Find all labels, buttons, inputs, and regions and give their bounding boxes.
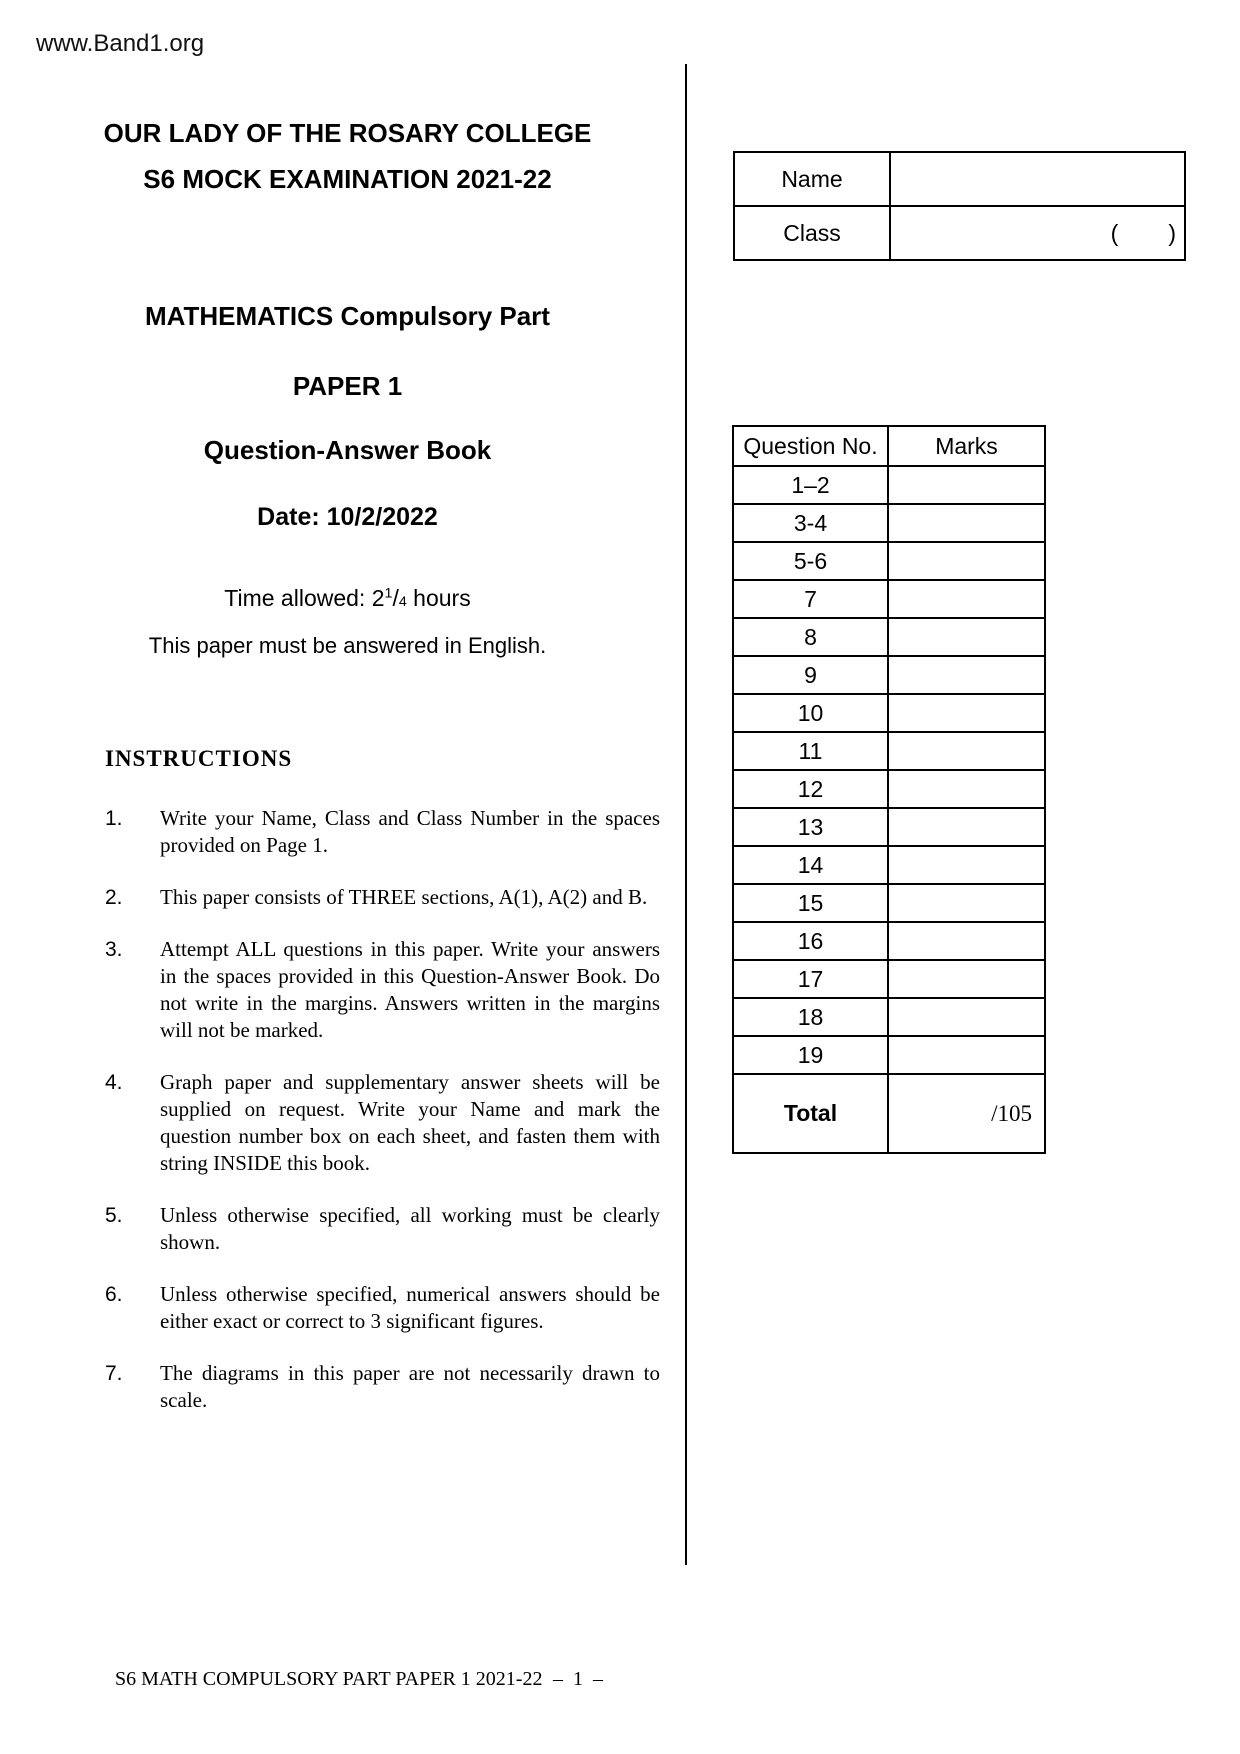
marks-cell bbox=[888, 694, 1045, 732]
marks-table-row bbox=[733, 998, 1045, 1036]
instruction-number: 5. bbox=[105, 1204, 123, 1227]
total-row bbox=[733, 1074, 1045, 1153]
time-allowed-suffix: hours bbox=[406, 585, 471, 611]
footer-page-number: – 1 – bbox=[553, 1668, 603, 1690]
question-no-cell: 16 bbox=[733, 922, 888, 960]
class-number-parens bbox=[891, 220, 1184, 247]
marks-table-row bbox=[733, 618, 1045, 656]
instruction-item bbox=[105, 884, 662, 911]
time-fraction-denominator: 4 bbox=[398, 594, 407, 610]
marks-table bbox=[732, 425, 1046, 1154]
instruction-text: Write your Name, Class and Class Number in the spaces provided on Page 1. bbox=[160, 806, 660, 857]
marks-cell bbox=[888, 922, 1045, 960]
marks-table-body bbox=[733, 466, 1045, 1074]
marks-cell bbox=[888, 580, 1045, 618]
exam-date: Date: 10/2/2022 bbox=[257, 503, 438, 531]
instruction-text: Attempt ALL questions in this paper. Write your answers in the spaces provided in this Question-Answer Book. Do not write in the margins. Answers written in the margins will not be marked. bbox=[160, 937, 660, 1042]
time-fraction-slash: / bbox=[392, 585, 399, 611]
instruction-text: Unless otherwise specified, numerical answers should be either exact or correct to 3 significant figures. bbox=[160, 1282, 660, 1333]
class-row bbox=[734, 206, 1185, 260]
marks-table-row bbox=[733, 846, 1045, 884]
total-marks: /105 bbox=[888, 1074, 1045, 1153]
marks-cell bbox=[888, 656, 1045, 694]
marks-table-row bbox=[733, 960, 1045, 998]
marks-cell bbox=[888, 770, 1045, 808]
marks-cell bbox=[888, 466, 1045, 504]
instruction-number: 7. bbox=[105, 1362, 123, 1385]
marks-cell bbox=[888, 808, 1045, 846]
paper-number: PAPER 1 bbox=[292, 371, 403, 401]
school-name: OUR LADY OF THE ROSARY COLLEGE bbox=[103, 118, 592, 148]
instruction-number: 3. bbox=[105, 938, 123, 961]
question-no-cell: 3-4 bbox=[733, 504, 888, 542]
exam-title: S6 MOCK EXAMINATION 2021-22 bbox=[143, 164, 552, 194]
name-class-table bbox=[733, 151, 1186, 261]
marks-table-row bbox=[733, 1036, 1045, 1074]
question-no-cell: 14 bbox=[733, 846, 888, 884]
question-no-cell: 1–2 bbox=[733, 466, 888, 504]
marks-table-row bbox=[733, 808, 1045, 846]
paren-close: ) bbox=[1168, 219, 1176, 246]
class-input-cell bbox=[890, 206, 1185, 260]
instruction-item bbox=[105, 1360, 662, 1414]
book-title: Question-Answer Book bbox=[203, 435, 492, 465]
marks-table-row bbox=[733, 542, 1045, 580]
instruction-item bbox=[105, 1069, 662, 1177]
marks-table-row bbox=[733, 732, 1045, 770]
time-allowed-prefix: Time allowed: 2 bbox=[224, 585, 385, 611]
instruction-item bbox=[105, 805, 662, 859]
instruction-item bbox=[105, 936, 662, 1044]
instruction-text: Graph paper and supplementary answer sheets will be supplied on request. Write your Name and mark the question number box on each sheet, and fasten them with string INSIDE this book. bbox=[160, 1070, 660, 1175]
watermark-text: www.Band1.org bbox=[36, 30, 205, 57]
marks-table-row bbox=[733, 504, 1045, 542]
marks-table-header-row bbox=[733, 426, 1045, 466]
question-no-cell: 12 bbox=[733, 770, 888, 808]
instruction-text: This paper consists of THREE sections, A(1), A(2) and B. bbox=[160, 885, 648, 909]
marks-table-row bbox=[733, 656, 1045, 694]
marks-table-row bbox=[733, 466, 1045, 504]
marks-table-row bbox=[733, 770, 1045, 808]
marks-header: Marks bbox=[888, 426, 1045, 466]
question-no-cell: 8 bbox=[733, 618, 888, 656]
instruction-text: Unless otherwise specified, all working must be clearly shown. bbox=[160, 1203, 660, 1254]
marks-cell bbox=[888, 1036, 1045, 1074]
marks-cell bbox=[888, 884, 1045, 922]
instruction-item bbox=[105, 1281, 662, 1335]
marks-cell bbox=[888, 732, 1045, 770]
marks-table-row bbox=[733, 580, 1045, 618]
instruction-text: The diagrams in this paper are not necessarily drawn to scale. bbox=[160, 1361, 660, 1412]
instruction-number: 4. bbox=[105, 1071, 123, 1094]
question-no-cell: 7 bbox=[733, 580, 888, 618]
question-no-cell: 5-6 bbox=[733, 542, 888, 580]
question-no-cell: 19 bbox=[733, 1036, 888, 1074]
marks-cell bbox=[888, 618, 1045, 656]
subject-title: MATHEMATICS Compulsory Part bbox=[145, 301, 550, 331]
instruction-number: 2. bbox=[105, 886, 123, 909]
marks-table-row bbox=[733, 694, 1045, 732]
marks-cell bbox=[888, 846, 1045, 884]
instructions-title: INSTRUCTIONS bbox=[105, 746, 293, 771]
time-fraction-numerator: 1 bbox=[384, 585, 393, 602]
question-no-cell: 9 bbox=[733, 656, 888, 694]
vertical-divider bbox=[685, 64, 687, 1565]
instruction-item bbox=[105, 1202, 662, 1256]
marks-table-row bbox=[733, 884, 1045, 922]
instruction-number: 6. bbox=[105, 1283, 123, 1306]
language-note: This paper must be answered in English. bbox=[148, 633, 547, 658]
marks-cell bbox=[888, 542, 1045, 580]
question-no-header: Question No. bbox=[733, 426, 888, 466]
name-input-cell bbox=[890, 152, 1185, 206]
marks-cell bbox=[888, 960, 1045, 998]
question-no-cell: 15 bbox=[733, 884, 888, 922]
name-label: Name bbox=[734, 152, 890, 206]
marks-cell bbox=[888, 998, 1045, 1036]
instructions-list bbox=[105, 805, 662, 1439]
footer-document-title: S6 MATH COMPULSORY PART PAPER 1 2021-22 bbox=[115, 1668, 543, 1690]
question-no-cell: 13 bbox=[733, 808, 888, 846]
paren-open: ( bbox=[1110, 219, 1119, 246]
question-no-cell: 10 bbox=[733, 694, 888, 732]
name-row bbox=[734, 152, 1185, 206]
time-allowed bbox=[60, 585, 635, 612]
marks-cell bbox=[888, 504, 1045, 542]
total-label: Total bbox=[733, 1074, 888, 1153]
marks-table-row bbox=[733, 922, 1045, 960]
question-no-cell: 17 bbox=[733, 960, 888, 998]
question-no-cell: 11 bbox=[733, 732, 888, 770]
question-no-cell: 18 bbox=[733, 998, 888, 1036]
instruction-number: 1. bbox=[105, 807, 123, 830]
class-label: Class bbox=[734, 206, 890, 260]
